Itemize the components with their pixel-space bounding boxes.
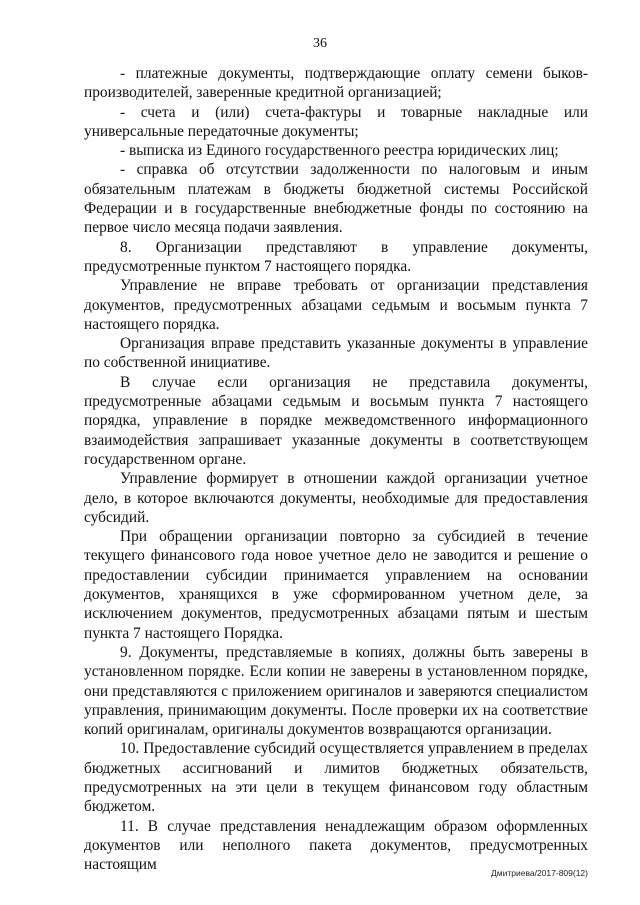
paragraph-3: - выписка из Единого государственного реестра юридических лиц; — [120, 142, 559, 160]
paragraph-10: При обращении организации повторно за субсидией в течение текущего финансового года новое учетное дело не заводится и решение о предоставлении субсидии принимается управлением на основании документов, хранящихся в уже сформированном учетном деле, за исключением документов, предусмотренных абзацами пятым и шестым пункта 7 настоящего Порядка. — [84, 528, 588, 642]
paragraph-13: 11. В случае представления ненадлежащим образом оформленных документов или неполного пакета документов, предусмотренных настоящим — [84, 817, 588, 874]
footer-reference: Дмитриева/2017-809(12) — [491, 868, 588, 878]
paragraph-5: 8. Организации представляют в управление документы, предусмотренные пунктом 7 настоящего порядка. — [84, 238, 588, 275]
paragraph-9: Управление формирует в отношении каждой организации учетное дело, в которое включаются документы, необходимые для предоставления субсидий. — [84, 470, 588, 526]
document-body — [84, 64, 588, 874]
paragraph-1: - платежные документы, подтверждающие оплату семени быков-производителей, заверенные кредитной организацией; — [84, 65, 588, 102]
paragraph-8: В случае если организация не представила документы, предусмотренные абзацами седьмым и восьмым пункта 7 настоящего порядка, управление в порядке межведомственного информационного взаимодействия запрашивает указанные документы в соответствующем государственном органе. — [84, 373, 588, 468]
page-number: 36 — [313, 36, 327, 51]
paragraph-11: 9. Документы, представляемые в копиях, должны быть заверены в установленном порядке. Если копии не заверены в установленном порядке, они представляются с приложением оригиналов и заверяются специалистом управления, принимающим документы. После проверки их на соответствие копий оригиналам, оригиналы документов возвращаются организации. — [84, 643, 588, 739]
paragraph-2: - счета и (или) счета-фактуры и товарные накладные или универсальные передаточные документы; — [84, 103, 588, 140]
paragraph-12: 10. Предоставление субсидий осуществляется управлением в пределах бюджетных ассигнований и лимитов бюджетных обязательств, предусмотренных на эти цели в текущем финансовом году областным бюджетом. — [84, 740, 588, 816]
paragraph-6: Управление не вправе требовать от организации представления документов, предусмотренных абзацами седьмым и восьмым пункта 7 настоящего порядка. — [84, 277, 588, 333]
paragraph-7: Организация вправе представить указанные документы в управление по собственной инициативе. — [84, 335, 588, 372]
paragraph-4: - справка об отсутствии задолженности по налоговым и иным обязательным платежам в бюджеты бюджетной системы Российской Федерации и в государственные внебюджетные фонды по состоянию на первое число месяца подачи заявления. — [84, 161, 588, 237]
